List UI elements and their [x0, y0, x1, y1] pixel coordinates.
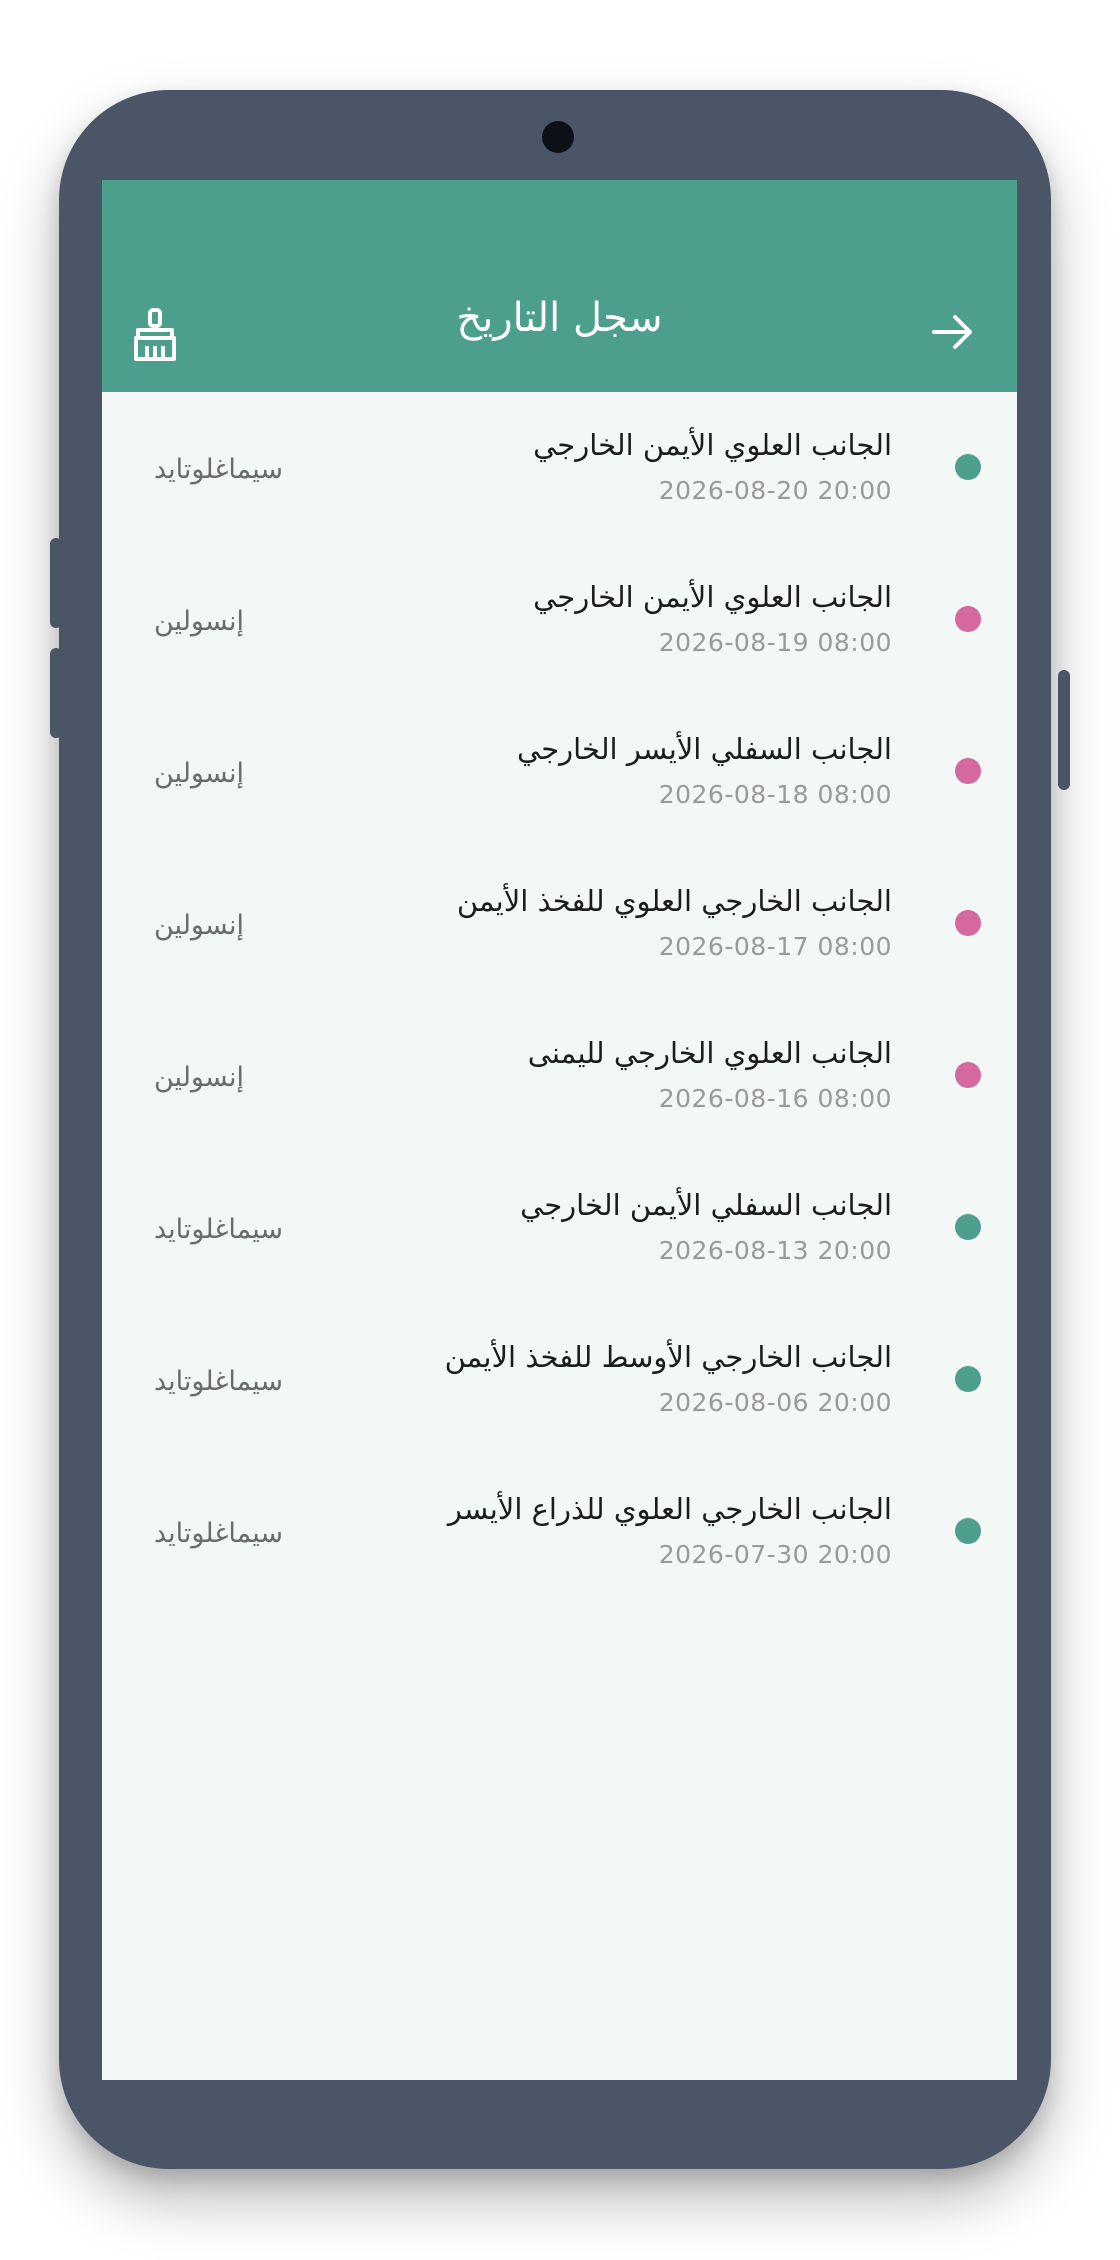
- medication-label: إنسولين: [154, 758, 244, 789]
- injection-site-label: الجانب العلوي الخارجي لليمنى: [527, 1036, 892, 1070]
- injection-site-label: الجانب العلوي الأيمن الخارجي: [533, 580, 892, 614]
- back-button[interactable]: [931, 312, 975, 352]
- injection-site-label: الجانب السفلي الأيسر الخارجي: [517, 732, 892, 766]
- app-screen: [102, 180, 1017, 2080]
- injection-site-label: الجانب السفلي الأيمن الخارجي: [520, 1188, 892, 1222]
- app-bar: [102, 180, 1017, 392]
- front-camera: [542, 121, 574, 153]
- timestamp: 2026-08-18 08:00: [658, 780, 892, 809]
- status-dot: [955, 1366, 981, 1392]
- history-row[interactable]: [102, 696, 1017, 848]
- status-dot: [955, 1062, 981, 1088]
- medication-label: سيماغلوتايد: [154, 1214, 284, 1245]
- timestamp: 2026-08-19 08:00: [658, 628, 892, 657]
- status-dot: [955, 454, 981, 480]
- history-row[interactable]: [102, 1000, 1017, 1152]
- history-row[interactable]: [102, 1456, 1017, 1608]
- history-row[interactable]: [102, 1304, 1017, 1456]
- medication-label: إنسولين: [154, 910, 244, 941]
- history-row[interactable]: [102, 544, 1017, 696]
- status-dot: [955, 910, 981, 936]
- timestamp: 2026-08-17 08:00: [658, 932, 892, 961]
- injection-site-label: الجانب الخارجي الأوسط للفخذ الأيمن: [444, 1340, 892, 1374]
- page-title: سجل التاريخ: [456, 295, 663, 341]
- medication-label: سيماغلوتايد: [154, 1518, 284, 1549]
- medication-label: إنسولين: [154, 1062, 244, 1093]
- timestamp: 2026-08-16 08:00: [658, 1084, 892, 1113]
- status-dot: [955, 1518, 981, 1544]
- history-row[interactable]: [102, 848, 1017, 1000]
- status-dot: [955, 758, 981, 784]
- medication-label: سيماغلوتايد: [154, 1366, 284, 1397]
- history-row[interactable]: [102, 392, 1017, 544]
- status-dot: [955, 1214, 981, 1240]
- timestamp: 2026-08-06 20:00: [658, 1388, 892, 1417]
- history-row[interactable]: [102, 1152, 1017, 1304]
- volume-down-button: [50, 648, 62, 738]
- timestamp: 2026-07-30 20:00: [658, 1540, 892, 1569]
- volume-up-button: [50, 538, 62, 628]
- injection-site-label: الجانب الخارجي العلوي للذراع الأيسر: [447, 1492, 892, 1526]
- status-dot: [955, 606, 981, 632]
- timestamp: 2026-08-13 20:00: [658, 1236, 892, 1265]
- arrow-right-icon: [931, 312, 975, 352]
- power-button: [1058, 670, 1070, 790]
- injection-site-label: الجانب الخارجي العلوي للفخذ الأيمن: [456, 884, 892, 918]
- injection-site-label: الجانب العلوي الأيمن الخارجي: [533, 428, 892, 462]
- medication-label: سيماغلوتايد: [154, 454, 284, 485]
- timestamp: 2026-08-20 20:00: [658, 476, 892, 505]
- medication-label: إنسولين: [154, 606, 244, 637]
